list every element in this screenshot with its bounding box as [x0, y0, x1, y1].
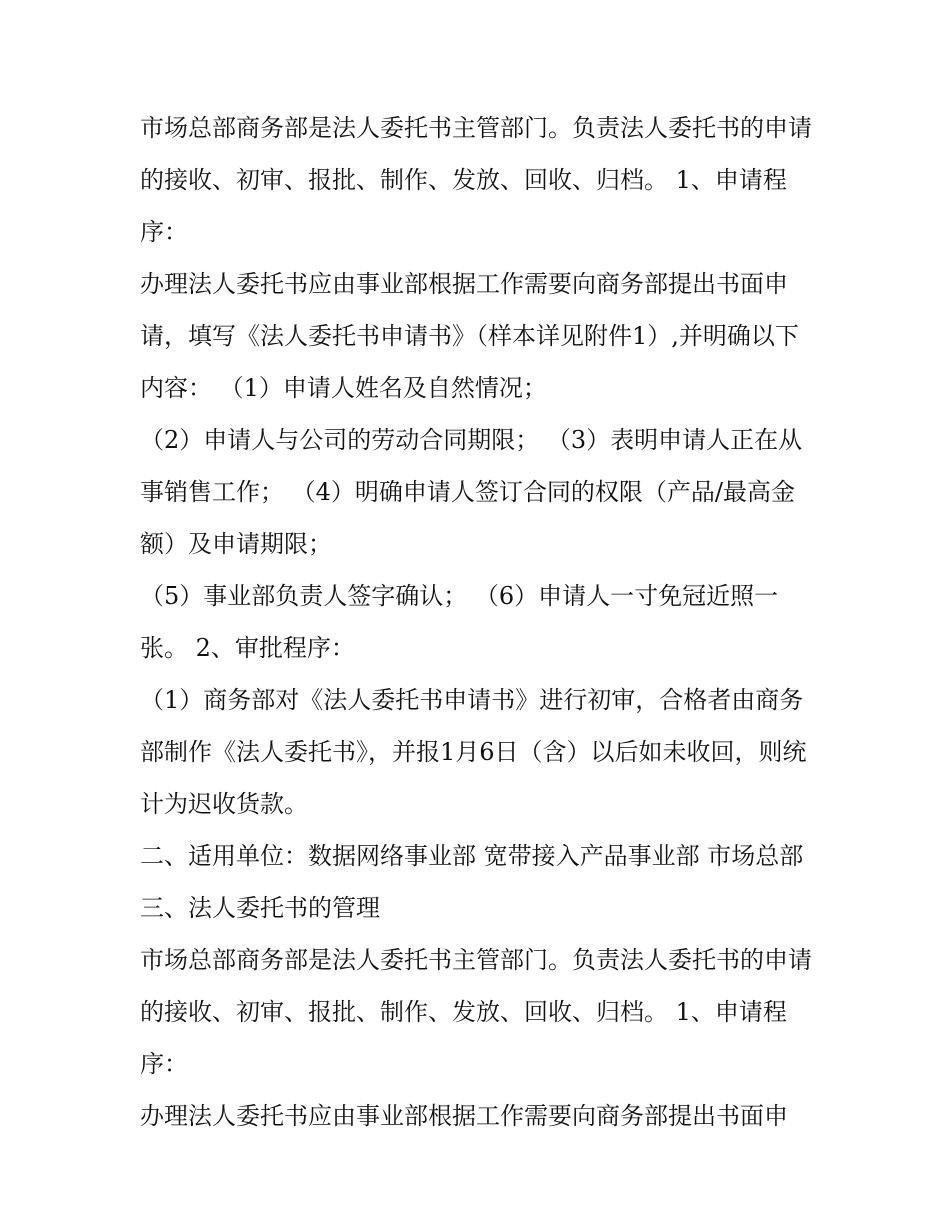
- paragraph-office-duties-repeat: 市场总部商务部是法人委托书主管部门。负责法人委托书的申请的接收、初审、报批、制作、发放、回收、归档。 1、申请程序：: [140, 946, 812, 1078]
- paragraph-office-duties: 市场总部商务部是法人委托书主管部门。负责法人委托书的申请的接收、初审、报批、制作、发放、回收、归档。 1、申请程序：: [140, 114, 812, 246]
- paragraph-application-procedure: 办理法人委托书应由事业部根据工作需要向商务部提出书面申请，填写《法人委托书申请书》（样本详见附件1）,并明确以下内容： （1）申请人姓名及自然情况；: [140, 270, 799, 402]
- paragraph-contract-term: （2）申请人与公司的劳动合同期限； （3）表明申请人正在从事销售工作； （4）明确申请人签订合同的权限（产品/最高金额）及申请期限；: [140, 426, 803, 558]
- document-body: [140, 102, 820, 1142]
- paragraph-review-process: （1）商务部对《法人委托书申请书》进行初审，合格者由商务部制作《法人委托书》，并报1月6日（含）以后如未收回，则统计为迟收货款。: [140, 686, 807, 818]
- paragraph-applicable-units: 二、适用单位：数据网络事业部 宽带接入产品事业部 市场总部 三、法人委托书的管理: [140, 842, 811, 922]
- paragraph-signature-photo: （5）事业部负责人签字确认； （6）申请人一寸免冠近照一张。 2、审批程序：: [140, 582, 779, 662]
- paragraph-application-procedure-repeat: 办理法人委托书应由事业部根据工作需要向商务部提出书面申: [140, 1102, 788, 1130]
